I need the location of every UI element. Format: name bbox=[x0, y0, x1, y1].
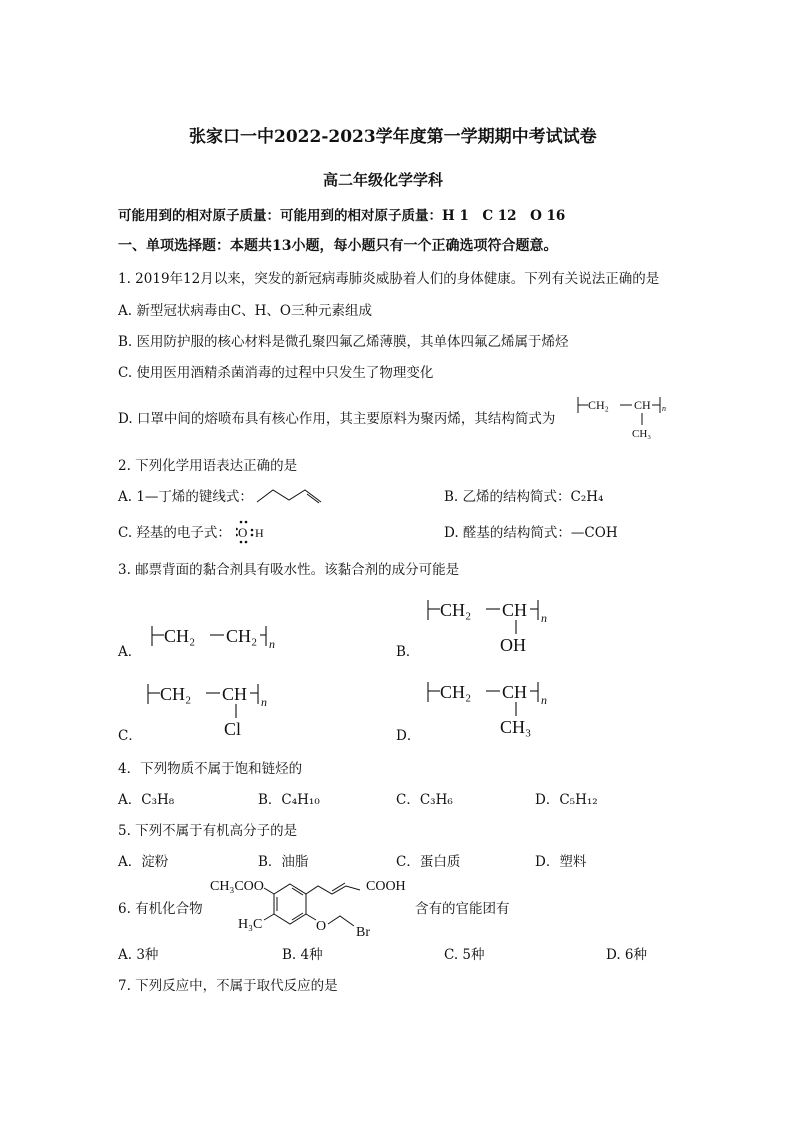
q1-option-d: D. 口罩中间的熔喷布具有核心作用，其主要原料为聚丙烯，其结构简式为 bbox=[118, 411, 556, 427]
q1-stem: 1. 2019年12月以来，突发的新冠病毒肺炎威胁着人们的身体健康。下列有关说法正确的是 bbox=[118, 271, 660, 287]
q4-stem: 4．下列物质不属于饱和链烃的 bbox=[118, 761, 303, 777]
n-label: n bbox=[541, 693, 547, 707]
q4-option-a: A．C₃H₈ bbox=[118, 792, 175, 808]
q3-option-c: C． bbox=[118, 728, 142, 744]
exam-title: 张家口一中2022-2023学年度第一学期期中考试试卷 bbox=[189, 127, 597, 147]
ch2-label: CH₂ bbox=[164, 626, 196, 646]
q5-option-b: B．油脂 bbox=[258, 854, 309, 870]
q3-option-a: A． bbox=[118, 644, 142, 660]
q2-stem: 2. 下列化学用语表达正确的是 bbox=[118, 458, 298, 474]
ch2-label: CH₂ bbox=[588, 398, 609, 412]
organic-compound-structure bbox=[208, 874, 418, 940]
q6-option-d: D. 6种 bbox=[606, 947, 648, 963]
ch3-label: CH₃ bbox=[632, 428, 652, 440]
oxygen-label: O bbox=[238, 525, 248, 540]
ch2-label: CH₂ bbox=[440, 682, 472, 702]
polypropylene-structure bbox=[576, 393, 676, 441]
q1-option-a: A. 新型冠状病毒由C、H、O三种元素组成 bbox=[118, 303, 373, 319]
cl-label: Cl bbox=[224, 719, 242, 739]
q2-option-d: D. 醛基的结构简式：—COH bbox=[444, 525, 618, 541]
q1-option-b: B. 医用防护服的核心材料是微孔聚四氟乙烯薄膜，其单体四氟乙烯属于烯烃 bbox=[118, 334, 569, 350]
polyvinyl-alcohol-structure bbox=[424, 594, 564, 656]
ether-oxygen-label: O bbox=[316, 919, 327, 934]
hydroxyl-electron-dot bbox=[236, 520, 276, 544]
q6-option-c: C. 5种 bbox=[444, 947, 485, 963]
n-label: n bbox=[269, 637, 275, 651]
q5-option-c: C．蛋白质 bbox=[396, 854, 461, 870]
q2-option-c: C. 羟基的电子式： bbox=[118, 525, 231, 541]
q4-option-b: B．C₄H₁₀ bbox=[258, 792, 320, 808]
q5-option-d: D．塑料 bbox=[535, 854, 587, 870]
atomic-mass-note: 可能用到的相对原子质量：可能用到的相对原子质量：H 1 C 12 O 16 bbox=[118, 208, 566, 224]
n-label: n bbox=[541, 611, 547, 625]
q3-option-d: D． bbox=[396, 728, 421, 744]
ch-label: CH bbox=[222, 684, 248, 704]
q7-stem: 7. 下列反应中，不属于取代反应的是 bbox=[118, 978, 338, 994]
q2-option-a: A. 1—丁烯的键线式： bbox=[118, 489, 253, 505]
q5-stem: 5. 下列不属于有机高分子的是 bbox=[118, 823, 298, 839]
carboxyl-label: COOH bbox=[366, 879, 406, 894]
q3-stem: 3. 邮票背面的黏合剂具有吸水性。该黏合剂的成分可能是 bbox=[118, 562, 460, 578]
ch2-label: CH₂ bbox=[440, 600, 472, 620]
q2-option-b: B. 乙烯的结构简式：C₂H₄ bbox=[444, 489, 604, 505]
ch2-label: CH₂ bbox=[226, 626, 258, 646]
polyvinyl-chloride-structure bbox=[144, 678, 284, 740]
butene-skeletal-formula bbox=[255, 484, 325, 506]
polypropylene-structure-large bbox=[424, 676, 564, 738]
q6-stem-post: 含有的官能团有 bbox=[415, 901, 510, 917]
n-label: n bbox=[662, 404, 666, 413]
exam-subtitle: 高二年级化学学科 bbox=[323, 171, 444, 189]
q3-option-b: B． bbox=[396, 644, 420, 660]
q1-option-c: C. 使用医用酒精杀菌消毒的过程中只发生了物理变化 bbox=[118, 365, 434, 381]
q5-option-a: A．淀粉 bbox=[118, 854, 169, 870]
q6-stem-pre: 6. 有机化合物 bbox=[118, 901, 203, 917]
acetoxy-label: CH₃COO bbox=[210, 879, 264, 894]
polyethylene-structure bbox=[148, 620, 288, 654]
ch-label: CH bbox=[634, 398, 651, 412]
n-label: n bbox=[261, 695, 267, 709]
oh-label: OH bbox=[500, 635, 526, 655]
q6-option-a: A. 3种 bbox=[118, 947, 159, 963]
q6-option-b: B. 4种 bbox=[282, 947, 323, 963]
hydrogen-label: H bbox=[255, 526, 264, 540]
ch3-label: CH₃ bbox=[500, 717, 532, 737]
methyl-label: H₃C bbox=[238, 917, 263, 932]
q4-option-c: C．C₃H₆ bbox=[396, 792, 453, 808]
section-heading: 一、单项选择题：本题共13小题，每小题只有一个正确选项符合题意。 bbox=[118, 238, 558, 254]
bromine-label: Br bbox=[356, 925, 370, 940]
ch2-label: CH₂ bbox=[160, 684, 192, 704]
q4-option-d: D．C₅H₁₂ bbox=[535, 792, 598, 808]
ch-label: CH bbox=[502, 600, 528, 620]
ch-label: CH bbox=[502, 682, 528, 702]
